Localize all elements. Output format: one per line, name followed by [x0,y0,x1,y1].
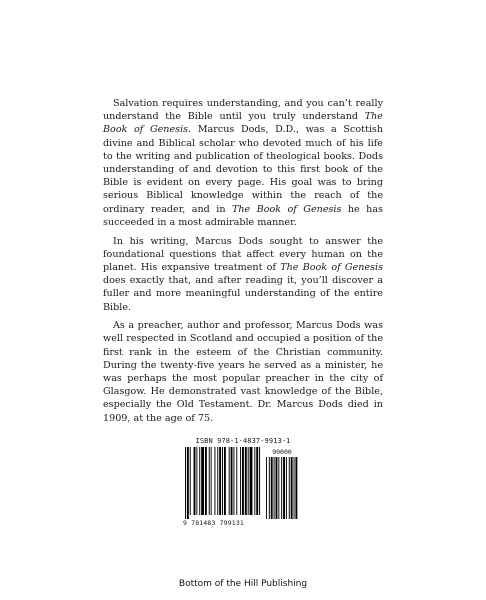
publisher-name: Bottom of the Hill Publishing [178,579,308,589]
paragraph-text: . Marcus Dods, D.D., was a Scottish divine and Biblical scholar who devoted much of his life to the writing and publication of theological books. Dods understanding of and devotion to this first book of the Bible is evident on every page. His goal was to bring serious Biblical knowledge within the reach of the ordinary reader, and in [103,124,383,215]
paragraph-salvation [103,97,383,229]
barcode-graphic [183,447,303,521]
back-cover-description [103,97,383,430]
book-title-italic: The Book of Genesis [280,261,383,273]
book-title-italic: The Book of Genesis [103,111,383,136]
book-title-italic: The Book of Genesis [231,203,342,215]
paragraph-text: does exactly that, and after reading it, you’ll discover a fuller and more meaningful understanding of the entire Bible. [103,275,383,313]
paragraph-writing [103,235,383,314]
paragraph-text: In his writing, Marcus Dods sought to answer the foundational questions that affect every human on the planet. His expansive treatment of [103,235,383,273]
paragraph-text: he has succeeded in a most admirable manner. [103,203,383,228]
isbn-barcode [183,437,303,527]
paragraph-text: As a preacher, author and professor, Marcus Dods was well respected in Scotland and occupied a position of the first rank in the esteem of the Christian community. During the twenty-five years he served as a minister, he was perhaps the most popular preacher in the city of Glasgow. He demonstrated vast knowledge of the Bible, especially the Old Testament. Dr. Marcus Dods died in 1909, at the age of 75. [103,320,383,424]
ean-digits: 9 781483 799131 [183,519,244,527]
paragraph-biography [103,319,383,425]
isbn-number: ISBN 978-1-4837-9913-1 [195,437,291,445]
price-code: 90000 [272,448,292,456]
paragraph-text: Salvation requires understanding, and you can’t really understand the Bible until you truly understand [103,98,383,123]
